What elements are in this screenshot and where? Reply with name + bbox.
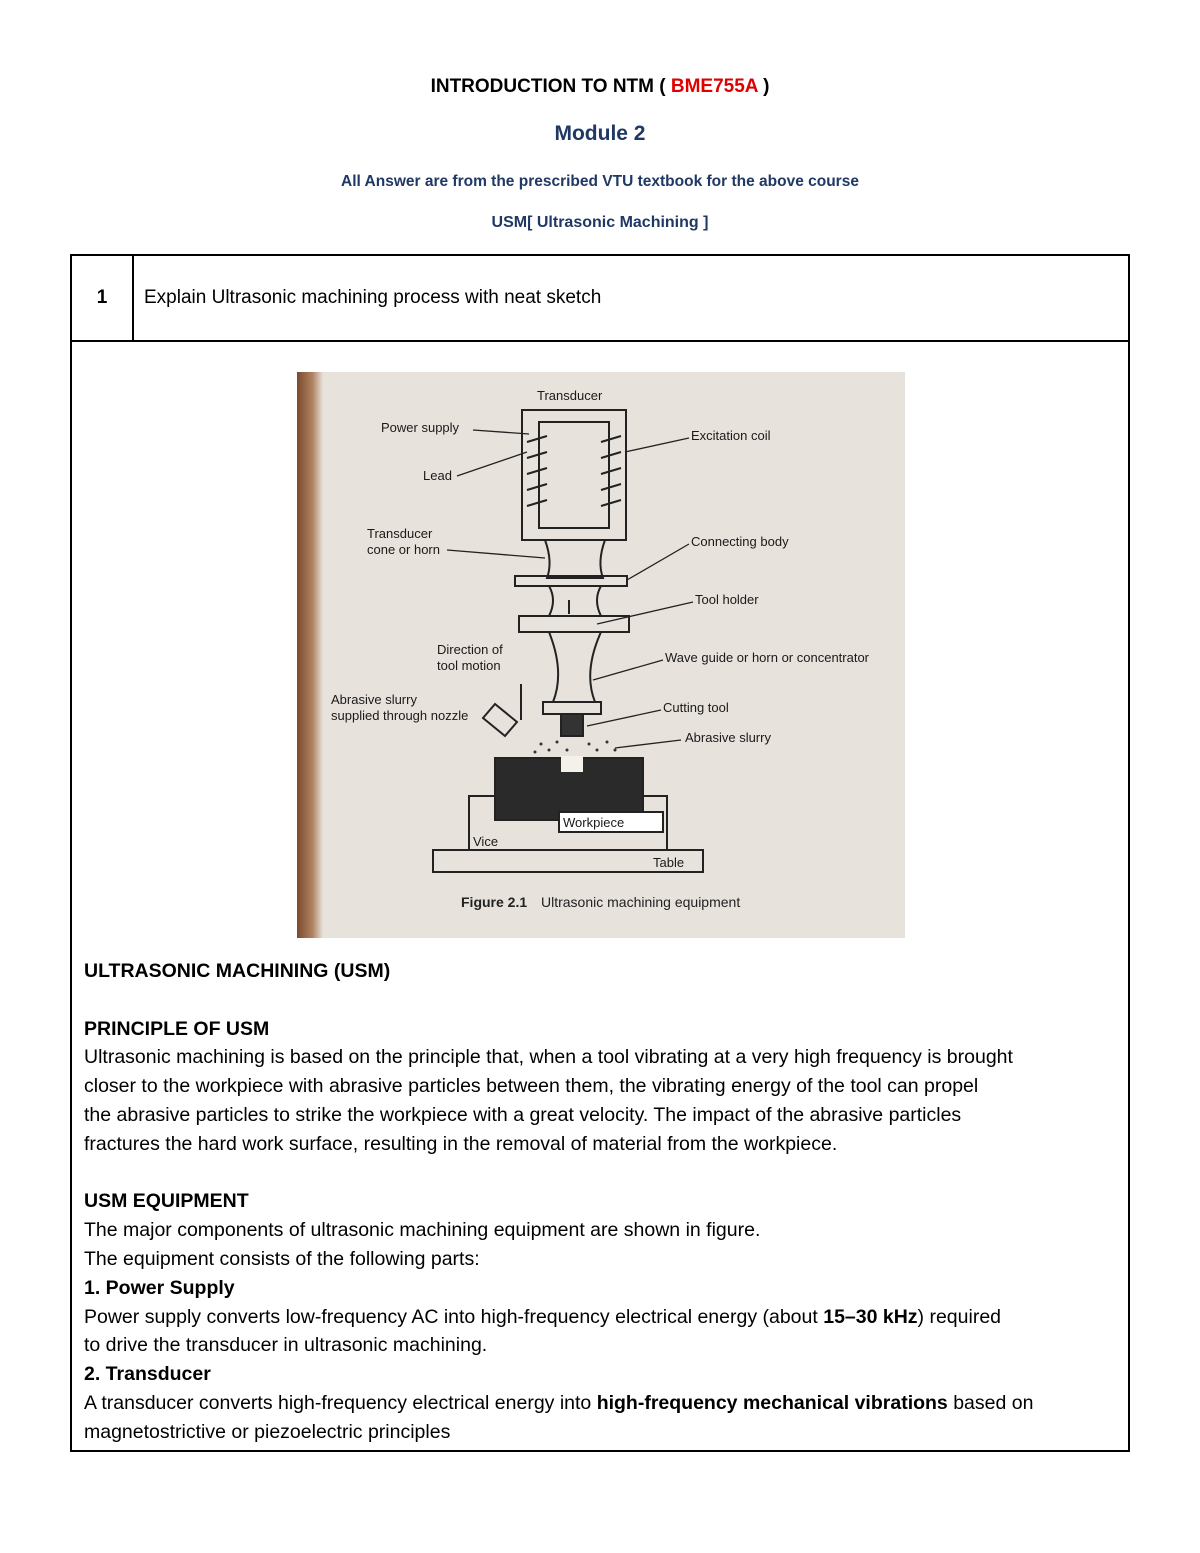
question-text: Explain Ultrasonic machining process with neat sketch <box>133 255 1129 341</box>
label-transducer: Transducer <box>537 388 603 403</box>
usm-diagram <box>297 372 905 938</box>
answer-cell <box>71 341 1129 1451</box>
machined-cavity <box>561 756 583 772</box>
equipment-line-2: The equipment consists of the following parts: <box>84 1247 480 1270</box>
part2-text <box>84 1389 1124 1418</box>
part2-text-b: based on <box>947 1391 1034 1414</box>
part1-text-a: Power supply converts low-frequency AC into high-frequency electrical energy (about <box>84 1305 824 1328</box>
frequency-range: 15–30 kHz <box>823 1305 918 1328</box>
label-workpiece: Workpiece <box>563 815 625 830</box>
label-horn-line2: cone or horn <box>367 542 440 557</box>
abrasive-particles <box>534 741 617 754</box>
label-connecting-body: Connecting body <box>691 534 789 549</box>
part2-heading: 2. Transducer <box>84 1363 211 1386</box>
equipment-heading: USM EQUIPMENT <box>84 1190 249 1213</box>
part2-text-a: A transducer converts high-frequency electrical energy into <box>84 1391 597 1414</box>
label-abrasive-slurry: Abrasive slurry <box>685 730 771 745</box>
transducer-horn <box>545 540 605 578</box>
label-tool-holder: Tool holder <box>695 592 759 607</box>
question-number: 1 <box>71 255 133 341</box>
mechanical-vibrations-term: high-frequency mechanical vibrations <box>596 1391 948 1414</box>
part1-heading: 1. Power Supply <box>84 1276 235 1299</box>
transducer-core <box>539 422 609 528</box>
principle-line: closer to the workpiece with abrasive particles between them, the vibrating energy of the tool can propel <box>84 1075 979 1098</box>
module-heading: Module 2 <box>554 122 646 145</box>
horn-lower <box>549 586 601 616</box>
wave-guide <box>549 632 601 702</box>
tool-holder <box>519 616 629 632</box>
transducer-frame <box>522 410 626 540</box>
label-lead: Lead <box>423 468 452 483</box>
label-horn-line1: Transducer <box>367 526 433 541</box>
label-slurry-nozzle-line2: supplied through nozzle <box>331 708 469 723</box>
topic-heading: USM[ Ultrasonic Machining ] <box>491 214 709 231</box>
usm-equipment-figure <box>297 372 905 938</box>
tool-flange <box>543 702 601 714</box>
label-vice: Vice <box>473 834 499 849</box>
course-code: BME755A <box>670 76 758 97</box>
answer-body <box>84 957 1124 1447</box>
principle-line: fractures the hard work surface, resulting in the removal of material from the workpiece. <box>84 1132 838 1155</box>
section-title: ULTRASONIC MACHINING (USM) <box>84 960 391 982</box>
question-table <box>70 254 1130 1452</box>
part1-text <box>84 1303 1124 1332</box>
principle-heading: PRINCIPLE OF USM <box>84 1017 270 1040</box>
source-note: All Answer are from the prescribed VTU textbook for the above course <box>341 173 859 190</box>
title-text: INTRODUCTION TO NTM ( <box>430 76 671 97</box>
cutting-tool <box>561 714 583 736</box>
coil-left <box>527 436 547 506</box>
principle-line: the abrasive particles to strike the workpiece with a great velocity. The impact of the abrasive particles <box>84 1103 962 1126</box>
label-table: Table <box>653 855 685 870</box>
document-title <box>0 76 1200 98</box>
coil-right <box>601 436 621 506</box>
title-suffix: ) <box>757 76 770 97</box>
label-excitation-coil: Excitation coil <box>691 428 771 443</box>
label-cutting-tool: Cutting tool <box>663 700 729 715</box>
label-power-supply: Power supply <box>381 420 460 435</box>
label-direction-line2: tool motion <box>437 658 501 673</box>
principle-line: Ultrasonic machining is based on the principle that, when a tool vibrating at a very high frequency is brought <box>84 1046 1013 1069</box>
part1-line-2: to drive the transducer in ultrasonic machining. <box>84 1334 488 1357</box>
label-wave-guide: Wave guide or horn or concentrator <box>665 650 870 665</box>
label-slurry-nozzle-line1: Abrasive slurry <box>331 692 417 707</box>
slurry-nozzle <box>483 704 517 736</box>
equipment-line-1: The major components of ultrasonic machining equipment are shown in figure. <box>84 1219 761 1242</box>
figure-caption-label: Figure 2.1 <box>461 894 528 910</box>
part2-line-2: magnetostrictive or piezoelectric principles <box>84 1420 451 1443</box>
part1-text-b: ) required <box>917 1305 1002 1328</box>
label-direction-line1: Direction of <box>437 642 503 657</box>
figure-caption-text: Ultrasonic machining equipment <box>541 894 741 910</box>
